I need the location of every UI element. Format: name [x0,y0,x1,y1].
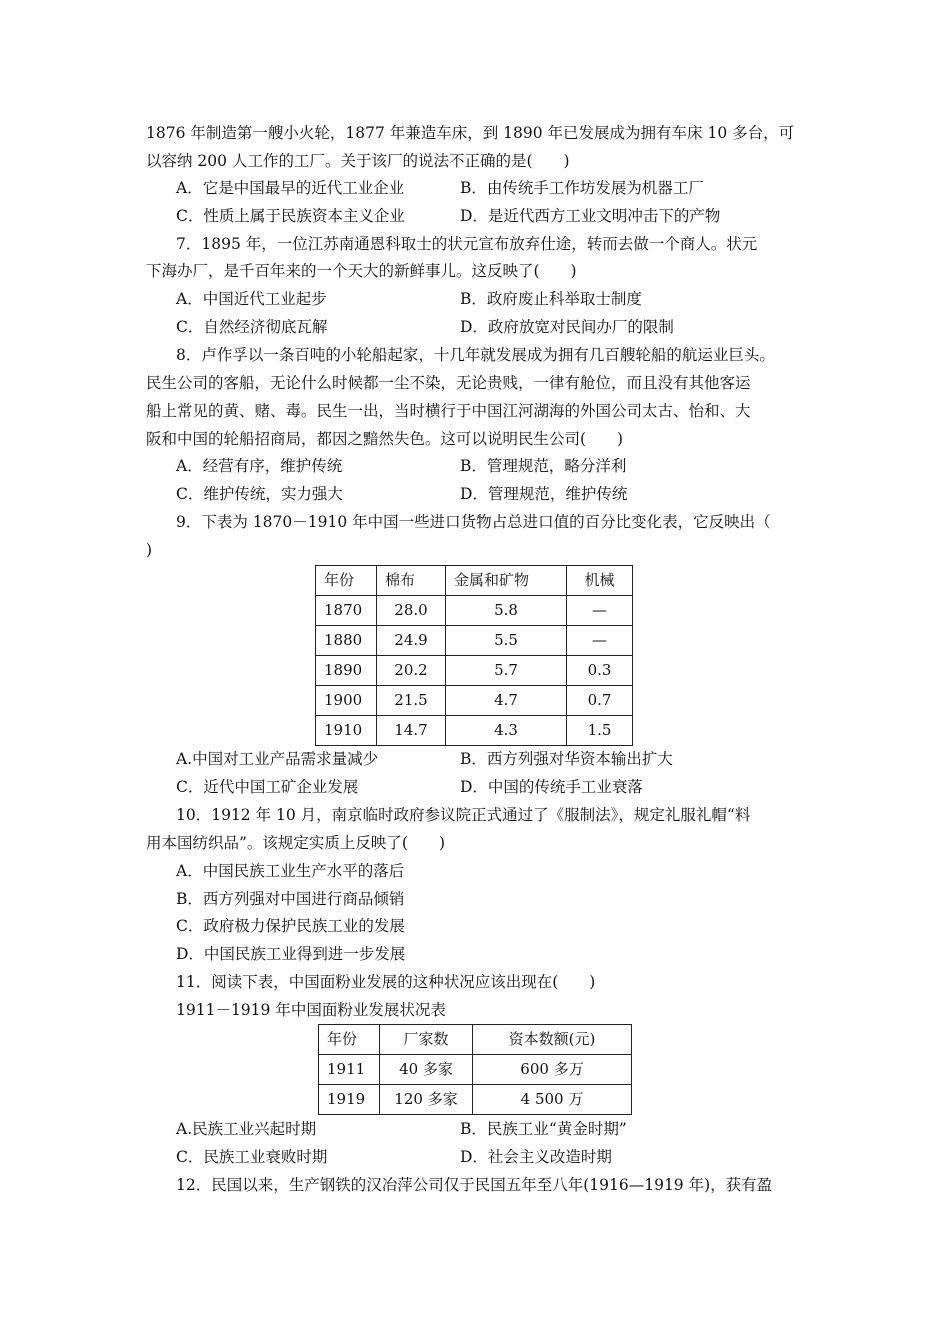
table-cell: 5.5 [446,626,567,656]
table-header-row [316,566,633,596]
q8-stem-line-4: 阪和中国的轮船招商局，都因之黯然失色。这可以说明民生公司( ) [146,430,624,448]
table-row [319,1055,632,1085]
table-row [316,596,633,626]
table-cell: 1880 [316,626,377,656]
q12-stem-line-1: 12．民国以来，生产钢铁的汉冶萍公司仅于民国五年至八年(1916—1919 年)，获有盈 [176,1176,773,1194]
q9-option-c: C．近代中国工矿企业发展 [176,778,359,796]
q11-option-d: D．社会主义改造时期 [460,1148,612,1166]
table-cell: 24.9 [377,626,446,656]
table-cell: 5.7 [446,656,567,686]
q11-flour-table [318,1024,632,1115]
q7-option-d: D．政府放宽对民间办厂的限制 [460,318,674,336]
q10-stem-line-1: 10．1912 年 10 月，南京临时政府参议院正式通过了《服制法》，规定礼服礼帽“料 [176,806,751,824]
q10-option-d: D．中国民族工业得到进一步发展 [176,945,406,963]
table-cell: — [567,596,633,626]
q9-stem-line-1: 9．下表为 1870－1910 年中国一些进口货物占总进口值的百分比变化表，它反映出（ [176,513,771,531]
table-header-cell: 棉布 [377,566,446,596]
table-cell: 0.3 [567,656,633,686]
q9-option-b: B．西方列强对华资本输出扩大 [460,750,673,768]
table-cell: 4.7 [446,686,567,716]
q8-stem-line-3: 船上常见的黄、赌、毒。民生一出，当时横行于中国江河湖海的外国公司太古、怡和、大 [146,402,751,420]
table-cell: 0.7 [567,686,633,716]
table-cell: 40 多家 [380,1055,473,1085]
q8-stem-line-1: 8．卢作孚以一条百吨的小轮船起家，十几年就发展成为拥有几百艘轮船的航运业巨头。 [176,346,775,364]
table-cell: 4.3 [446,716,567,746]
q7-stem-line-2: 下海办厂，是千百年来的一个天大的新鲜事儿。这反映了( ) [146,262,577,280]
table-cell: 1911 [319,1055,380,1085]
table-cell: 1870 [316,596,377,626]
table-cell: 28.0 [377,596,446,626]
table-header-cell: 资本数额(元) [473,1025,632,1055]
table-cell: 1.5 [567,716,633,746]
table-row [316,716,633,746]
q6-stem-line-1: 1876 年制造第一艘小火轮，1877 年兼造车床，到 1890 年已发展成为拥有车床 10 多台，可 [146,124,795,142]
q7-stem-line-1: 7．1895 年，一位江苏南通恩科取士的状元宣布放弃仕途，转而去做一个商人。状元 [176,235,758,253]
q9-option-a: A.中国对工业产品需求量减少 [176,750,379,768]
q6-option-a: A．它是中国最早的近代工业企业 [176,179,405,197]
q7-option-c: C．自然经济彻底瓦解 [176,318,328,336]
table-cell: 600 多万 [473,1055,632,1085]
q7-option-a: A．中国近代工业起步 [176,290,327,308]
q6-stem-line-2: 以容纳 200 人工作的工厂。关于该厂的说法不正确的是( ) [146,152,570,170]
q11-stem-line-1: 11．阅读下表，中国面粉业发展的这种状况应该出现在( ) [176,973,596,991]
table-row [316,656,633,686]
table-row [316,686,633,716]
q10-stem-line-2: 用本国纺织品”。该规定实质上反映了( ) [146,834,446,852]
table-row [316,626,633,656]
table-cell: 5.8 [446,596,567,626]
table-cell: 21.5 [377,686,446,716]
table-header-cell: 金属和矿物 [446,566,567,596]
table-row [319,1085,632,1115]
q8-stem-line-2: 民生公司的客船，无论什么时候都一尘不染，无论贵贱，一律有舱位，而且没有其他客运 [146,374,751,392]
q10-option-a: A．中国民族工业生产水平的落后 [176,862,405,880]
q8-option-a: A．经营有序，维护传统 [176,457,343,475]
q11-option-a: A.民族工业兴起时期 [176,1120,317,1138]
table-cell: 20.2 [377,656,446,686]
table-header-row [319,1025,632,1055]
q9-option-d: D．中国的传统手工业衰落 [460,778,643,796]
q7-option-b: B．政府废止科举取士制度 [460,290,642,308]
table-cell: 1919 [319,1085,380,1115]
table-cell: 120 多家 [380,1085,473,1115]
q6-option-b: B．由传统手工作坊发展为机器工厂 [460,179,704,197]
q11-table-title: 1911－1919 年中国面粉业发展状况表 [176,1001,446,1019]
table-header-cell: 厂家数 [380,1025,473,1055]
q11-option-b: B．民族工业“黄金时期” [460,1120,627,1138]
table-header-cell: 年份 [319,1025,380,1055]
q10-option-b: B．西方列强对中国进行商品倾销 [176,890,405,908]
table-cell: 4 500 万 [473,1085,632,1115]
q6-option-c: C．性质上属于民族资本主义企业 [176,207,405,225]
table-header-cell: 机械 [567,566,633,596]
table-cell: 1900 [316,686,377,716]
q8-option-c: C．维护传统，实力强大 [176,485,343,503]
q6-option-d: D．是近代西方工业文明冲击下的产物 [460,207,721,225]
table-header-cell: 年份 [316,566,377,596]
table-cell: — [567,626,633,656]
table-cell: 14.7 [377,716,446,746]
q11-option-c: C．民族工业衰败时期 [176,1148,328,1166]
q8-option-b: B．管理规范，略分洋利 [460,457,627,475]
q8-option-d: D．管理规范，维护传统 [460,485,628,503]
q9-stem-line-2: ) [146,541,153,559]
q9-import-table [315,565,633,746]
q10-option-c: C．政府极力保护民族工业的发展 [176,917,405,935]
table-cell: 1910 [316,716,377,746]
table-cell: 1890 [316,656,377,686]
